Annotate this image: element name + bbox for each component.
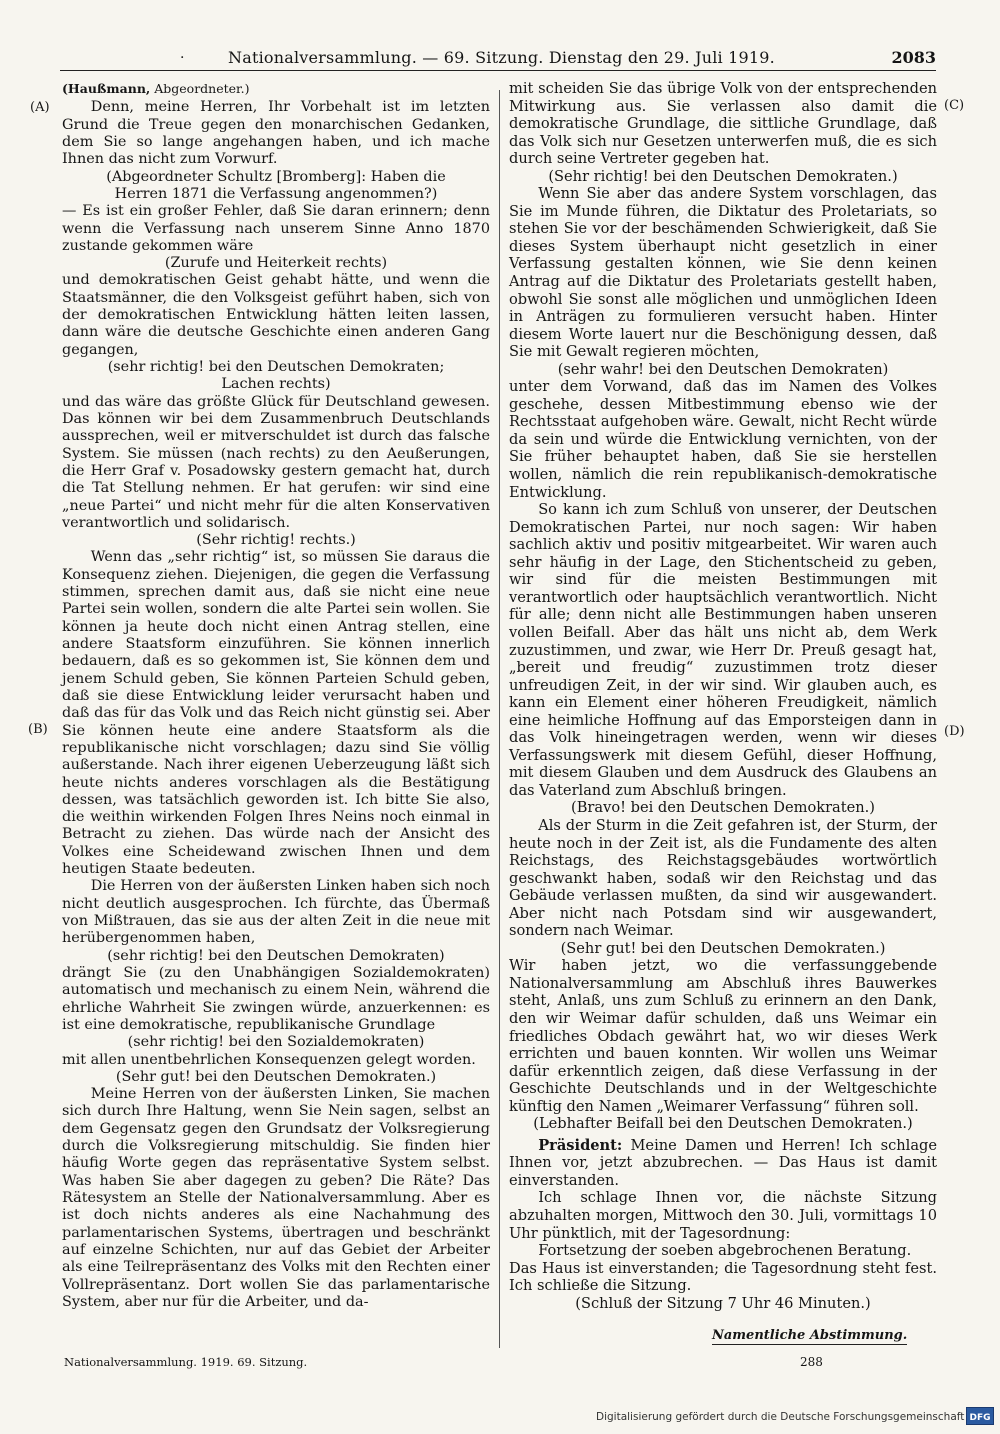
paragraph: unter dem Vorwand, daß das im Namen des Volkes geschehe, dessen Mitbestimmung ebenso wie der Rechtsstaat aufgehoben wäre. Gewalt, nicht Recht würde da sein und würde die Entwicklung vernichten, von der Sie früher behauptet haben, daß Sie sie herstellen wollen, nämlich die rein republikanisch-demokratische Entwicklung. — [509, 378, 937, 501]
interjection: (Lebhafter Beifall bei den Deutschen Demokraten.) — [533, 1115, 913, 1133]
paragraph: Wenn das „sehr richtig“ ist, so müssen Sie daraus die Konsequenz ziehen. Diejenigen, die gegen die Verfassung stimmen, sprechen damit aus, daß sie nicht eine neue Partei sein wollen, sondern die alte Partei sein wollen. Sie können ja heute doch nicht einen Antrag stellen, eine andere Staatsform einzuführen. Sie können innerlich bedauern, daß es so gekommen ist, Sie können dem und jenem Schuld geben, Sie können Parteien Schuld geben, daß sie diese Entwicklung leider verursacht haben und daß das für das Volk und das Reich nicht günstig sei. Aber Sie können heute eine andere Staatsform als die republikanische nicht vorschlagen; dazu sind Sie völlig außerstande. Nach ihrer eigenen Ueberzeugung läßt sich heute nichts anderes vorschlagen als die Bestätigung dessen, was tatsächlich geworden ist. Ich bitte Sie also, die weithin wirkenden Folgen Ihres Neins noch einmal in Betracht zu ziehen. Das würde nach der Ansicht des Volkes eine Scheidewand zwischen Ihnen und dem heutigen Staate bedeuten. — [62, 549, 490, 878]
paragraph: Als der Sturm in die Zeit gefahren ist, der Sturm, der heute noch in der Zeit ist, als die Fundamente des alten Reichstags, des Reichstagsgebäudes wortwörtlich geschwankt haben, sodaß wir den Reichstag und das Gebäude verlassen mußten, da sind wir ausgewandert. Aber nicht nach Potsdam sind wir ausgewandert, sondern nach Weimar. — [509, 816, 937, 940]
interjection: (sehr richtig! bei den Deutschen Demokraten; — [107, 359, 445, 375]
margin-marker-c: (C) — [944, 98, 965, 113]
column-divider — [499, 90, 500, 1348]
paragraph: und demokratischen Geist gehabt hätte, und wenn die Staatsmänner, die den Volksgeist geführt haben, sich von der demokratischen Entwicklung hätten leiten lassen, dann wäre die deutsche Geschichte einen anderen Gang gegangen, — [62, 272, 490, 358]
paragraph: Denn, meine Herren, Ihr Vorbehalt ist im letzten Grund die Treue gegen den monarchischen Gedanken, dem Sie so lange angehangen haben, und ich mache Ihnen das nicht zum Vorwurf. — [62, 99, 490, 168]
speaker-attribution — [62, 80, 490, 97]
interjection: (Sehr richtig! rechts.) — [196, 532, 356, 549]
dfg-logo-icon — [966, 1407, 994, 1425]
margin-marker-d: (D) — [944, 724, 965, 739]
interjection: Lachen rechts) — [221, 376, 331, 393]
header-title: Nationalversammlung. — 69. Sitzung. Dienstag den 29. Juli 1919. — [228, 48, 775, 67]
interjection: (Sehr gut! bei den Deutschen Demokraten.) — [560, 939, 886, 957]
interjection: (sehr wahr! bei den Deutschen Demokraten) — [557, 360, 889, 378]
page-number: 2083 — [891, 48, 936, 67]
sheet-number: 288 — [800, 1355, 823, 1369]
paragraph: mit scheiden Sie das übrige Volk von der entsprechenden Mitwirkung aus. Sie verlassen also damit die demokratische Grundlage, die sittliche Grundlage, daß das Volk sich nur Gesetzen unterwerfen muß, die es sich durch seine Vertreter gegeben hat. — [509, 80, 937, 168]
header-dot: · — [180, 50, 185, 66]
digitization-credit: Digitalisierung gefördert durch die Deutsche Forschungsgemeinschaft — [596, 1411, 965, 1423]
interjection: Herren 1871 die Verfassung angenommen?) — [114, 185, 438, 202]
interjection: (sehr richtig! bei den Deutschen Demokraten) — [107, 947, 445, 964]
paragraph: Die Herren von der äußersten Linken haben sich noch nicht deutlich ausgesprochen. Ich fürchte, das Übermaß von Mißtrauen, das sie aus der alten Zeit in die neue mit herübergenommen haben, — [62, 878, 490, 947]
interjection: (Abgeordneter Schultz [Bromberg]: Haben die — [106, 168, 446, 185]
footer-note: Nationalversammlung. 1919. 69. Sitzung. — [64, 1355, 308, 1369]
interjection: (Bravo! bei den Deutschen Demokraten.) — [571, 799, 875, 817]
interjection: (sehr richtig! bei den Sozialdemokraten) — [127, 1034, 425, 1051]
interjection: (Sehr richtig! bei den Deutschen Demokraten.) — [548, 167, 898, 185]
paragraph: Ich schlage Ihnen vor, die nächste Sitzung abzuhalten morgen, Mittwoch den 30. Juli, vormittags 10 Uhr pünktlich, mit der Tagesordnung: — [509, 1189, 937, 1242]
agenda-item: Fortsetzung der soeben abgebrochenen Beratung. — [538, 1242, 912, 1260]
paragraph: Meine Damen und Herren! Ich schlage Ihnen vor, jetzt abzubrechen. — Das Haus ist damit einverstanden. — [509, 1136, 938, 1189]
president-remark — [509, 1137, 937, 1190]
paragraph: drängt Sie (zu den Unabhängigen Sozialdemokraten) automatisch und mechanisch zu einem Nein, während die ehrliche Wahrheit Sie zwingen würde, anzuerkennen: es ist eine demokratische, republikanische Grundlage — [62, 964, 490, 1033]
paragraph: Wenn Sie aber das andere System vorschlagen, das Sie im Munde führen, die Diktatur des Proletariats, so stehen Sie vor der beschämenden Schwierigkeit, daß Sie dieses System überhaupt nicht gesetzlich in einer Verfassung gestalten können, wie Sie denn keinen Antrag auf die Diktatur des Proletariats gestellt haben, obwohl Sie sonst alle möglichen und unmöglichen Ideen in Anträgen zu formulieren versucht haben. Hinter diesem Worte lauert nur die Beschönigung dessen, daß Sie mit Gewalt regieren möchten, — [509, 185, 937, 361]
president-label: Präsident: — [538, 1136, 623, 1154]
interjection: (Sehr gut! bei den Deutschen Demokraten.) — [115, 1068, 437, 1085]
running-header — [60, 48, 936, 71]
paragraph: und das wäre das größte Glück für Deutschland gewesen. Das können wir bei dem Zusammenbruch Deutschlands aussprechen, weil er mitverschuldet ist durch das falsche System. Sie müssen (nach rechts) zu den Aeußerungen, die Herr Graf v. Posadowsky gestern gemacht hat, durch die Tat Stellung nehmen. Er hat gerufen: wir sind eine „neue Partei“ und nicht mehr für die alten Konservativen verantwortlich und solidarisch. — [62, 393, 490, 531]
dfg-logo-text: DFG — [969, 1413, 991, 1423]
speaker-role: Abgeordneter.) — [154, 81, 250, 96]
paragraph: Wir haben jetzt, wo die verfassunggebende Nationalversammlung am Abschluß ihres Bauwerkes steht, Anlaß, uns zum Schluß zu erinnern an den Dank, den wir Weimar dafür schulden, daß uns Weimar ein friedliches Obdach gewährt hat, wo wir dieses Werk errichten und bauen konnten. Wir wollen uns Weimar dafür erkenntlich zeigen, daß diese Verfassung in der Geschichte Deutschlands und in der Weltgeschichte künftig den Namen „Weimarer Verfassung“ führen soll. — [509, 957, 937, 1115]
interjection: (Zurufe und Heiterkeit rechts) — [164, 255, 388, 272]
right-column — [509, 80, 937, 1312]
paragraph: Das Haus ist einverstanden; die Tagesordnung steht fest. Ich schließe die Sitzung. — [509, 1259, 937, 1295]
left-column — [62, 80, 490, 1311]
paragraph: mit allen unentbehrlichen Konsequenzen gelegt worden. — [62, 1051, 476, 1068]
roll-call-heading: Namentliche Abstimmung. — [712, 1328, 908, 1343]
paragraph: — Es ist ein großer Fehler, daß Sie daran erinnern; denn wenn die Verfassung nach unserem Sinne Anno 1870 zustande gekommen wäre — [62, 203, 490, 254]
margin-marker-a: (A) — [30, 100, 50, 115]
speaker-name: (Haußmann, — [62, 81, 151, 96]
paragraph: Meine Herren von der äußersten Linken, Sie machen sich durch Ihre Haltung, wenn Sie Nein sagen, selbst an dem Gegensatz gegen den Grundsatz der Volksregierung durch die Volksregierung mitschuldig. Sie finden hier häufig Worte gegen das repräsentative System selbst. Was haben Sie aber dagegen zu geben? Die Räte? Das Rätesystem an Stelle der Nationalversammlung. Aber es ist doch nichts anderes als eine Nachahmung des parlamentarischen Systems, übertragen und beschränkt auf einzelne Schichten, nur auf das Gebiet der Arbeiter als eine Teilrepräsentanz des Volks mit den Rechten einer Vollrepräsentanz. Dort wollen Sie das parlamentarische System, aber nur für die Arbeiter, und da- — [62, 1086, 490, 1310]
margin-marker-b: (B) — [28, 722, 48, 737]
paragraph: So kann ich zum Schluß von unserer, der Deutschen Demokratischen Partei, nur noch sagen: Wir haben sachlich aktiv und positiv mitgearbeitet. Wir waren auch sehr häufig in der Lage, den Stichentscheid zu geben, wir sind für die meisten Bestimmungen mit verantwortlich oder hauptsächlich verantwortlich. Nicht für alle; denn nicht alle Bestimmungen haben unseren vollen Beifall. Aber das hält uns nicht ab, dem Werk zuzustimmen, und zwar, wie Herr Dr. Preuß gesagt hat, „bereit und freudig“ zuzustimmen trotz dieser unfreudigen Zeit, in der wir sind. Wir glauben auch, es kann ein Element einer höheren Freudigkeit, nämlich eine heimliche Hoffnung auf das Emporsteigen dann in das Volk hineingetragen werden, wenn wir dieses Verfassungswerk mit diesem Gefühl, dieser Hoffnung, mit diesem Glauben und dem Ausdruck des Glaubens an das Vaterland zum Abschluß bringen. — [509, 501, 937, 799]
interjection: (Schluß der Sitzung 7 Uhr 46 Minuten.) — [575, 1294, 871, 1312]
